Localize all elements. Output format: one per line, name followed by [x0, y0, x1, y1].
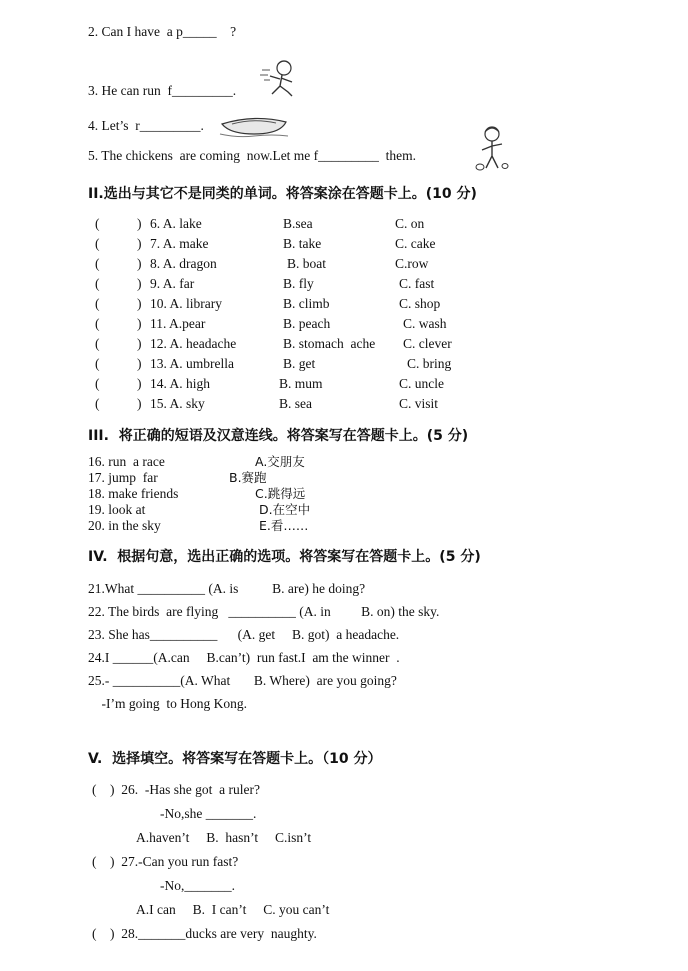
match-right-a: A.交朋友 [255, 454, 305, 469]
match-right-b: B.赛跑 [229, 470, 267, 485]
section-4-title: IV. 根据句意，选出正确的选项。将答案写在答题卡上。(5 分) [88, 549, 481, 565]
match-left-16: 16. run a race [88, 454, 165, 469]
question-26: ( ) 26. -Has she got a ruler? [92, 782, 260, 797]
question-28: ( ) 28._______ducks are very naughty. [92, 926, 317, 941]
match-left-17: 17. jump far [88, 470, 158, 485]
question-22: 22. The birds are flying __________ (A. in B. on) the sky. [88, 604, 440, 619]
question-25-answer: -I’m going to Hong Kong. [88, 696, 247, 711]
question-23: 23. She has__________ (A. get B. got) a headache. [88, 627, 400, 642]
match-left-20: 20. in the sky [88, 518, 161, 533]
question-27-options: A.I can B. I can’t C. you can’t [136, 902, 330, 917]
question-21: 21.What __________ (A. is B. are) he doing? [88, 581, 366, 596]
section-5-title: V. 选择填空。将答案写在答题卡上。（10 分） [88, 751, 382, 767]
question-5: 5. The chickens are coming now.Let me f_________ them. [88, 148, 417, 163]
match-right-c: C.跳得远 [255, 486, 306, 501]
question-26-options: A.haven’t B. hasn’t C.isn’t [136, 830, 312, 845]
match-left-18: 18. make friends [88, 486, 179, 501]
question-26-response: -No,she _______. [160, 806, 257, 821]
question-3: 3. He can run f_________. [88, 83, 237, 98]
match-left-19: 19. look at [88, 502, 146, 517]
boy-feeding-chickens-illustration [472, 124, 512, 172]
section-3-title: III. 将正确的短语及汉意连线。将答案写在答题卡上。(5 分) [88, 428, 469, 444]
running-boy-illustration [258, 56, 306, 98]
match-right-e: E.看…… [259, 518, 309, 533]
question-2: 2. Can I have a p_____ ? [88, 24, 237, 39]
match-right-d: D.在空中 [259, 502, 311, 517]
question-27-response: -No,_______. [160, 878, 235, 893]
section-2-title: II.选出与其它不是同类的单词。将答案涂在答题卡上。(10 分) [88, 186, 477, 202]
question-4: 4. Let’s r_________. [88, 118, 204, 133]
question-24: 24.I ______(A.can B.can’t) run fast.I am the winner . [88, 650, 400, 665]
question-25: 25.- __________(A. What B. Where) are you going? [88, 673, 397, 688]
question-27: ( ) 27.-Can you run fast? [92, 854, 239, 869]
boat-illustration [218, 112, 290, 138]
